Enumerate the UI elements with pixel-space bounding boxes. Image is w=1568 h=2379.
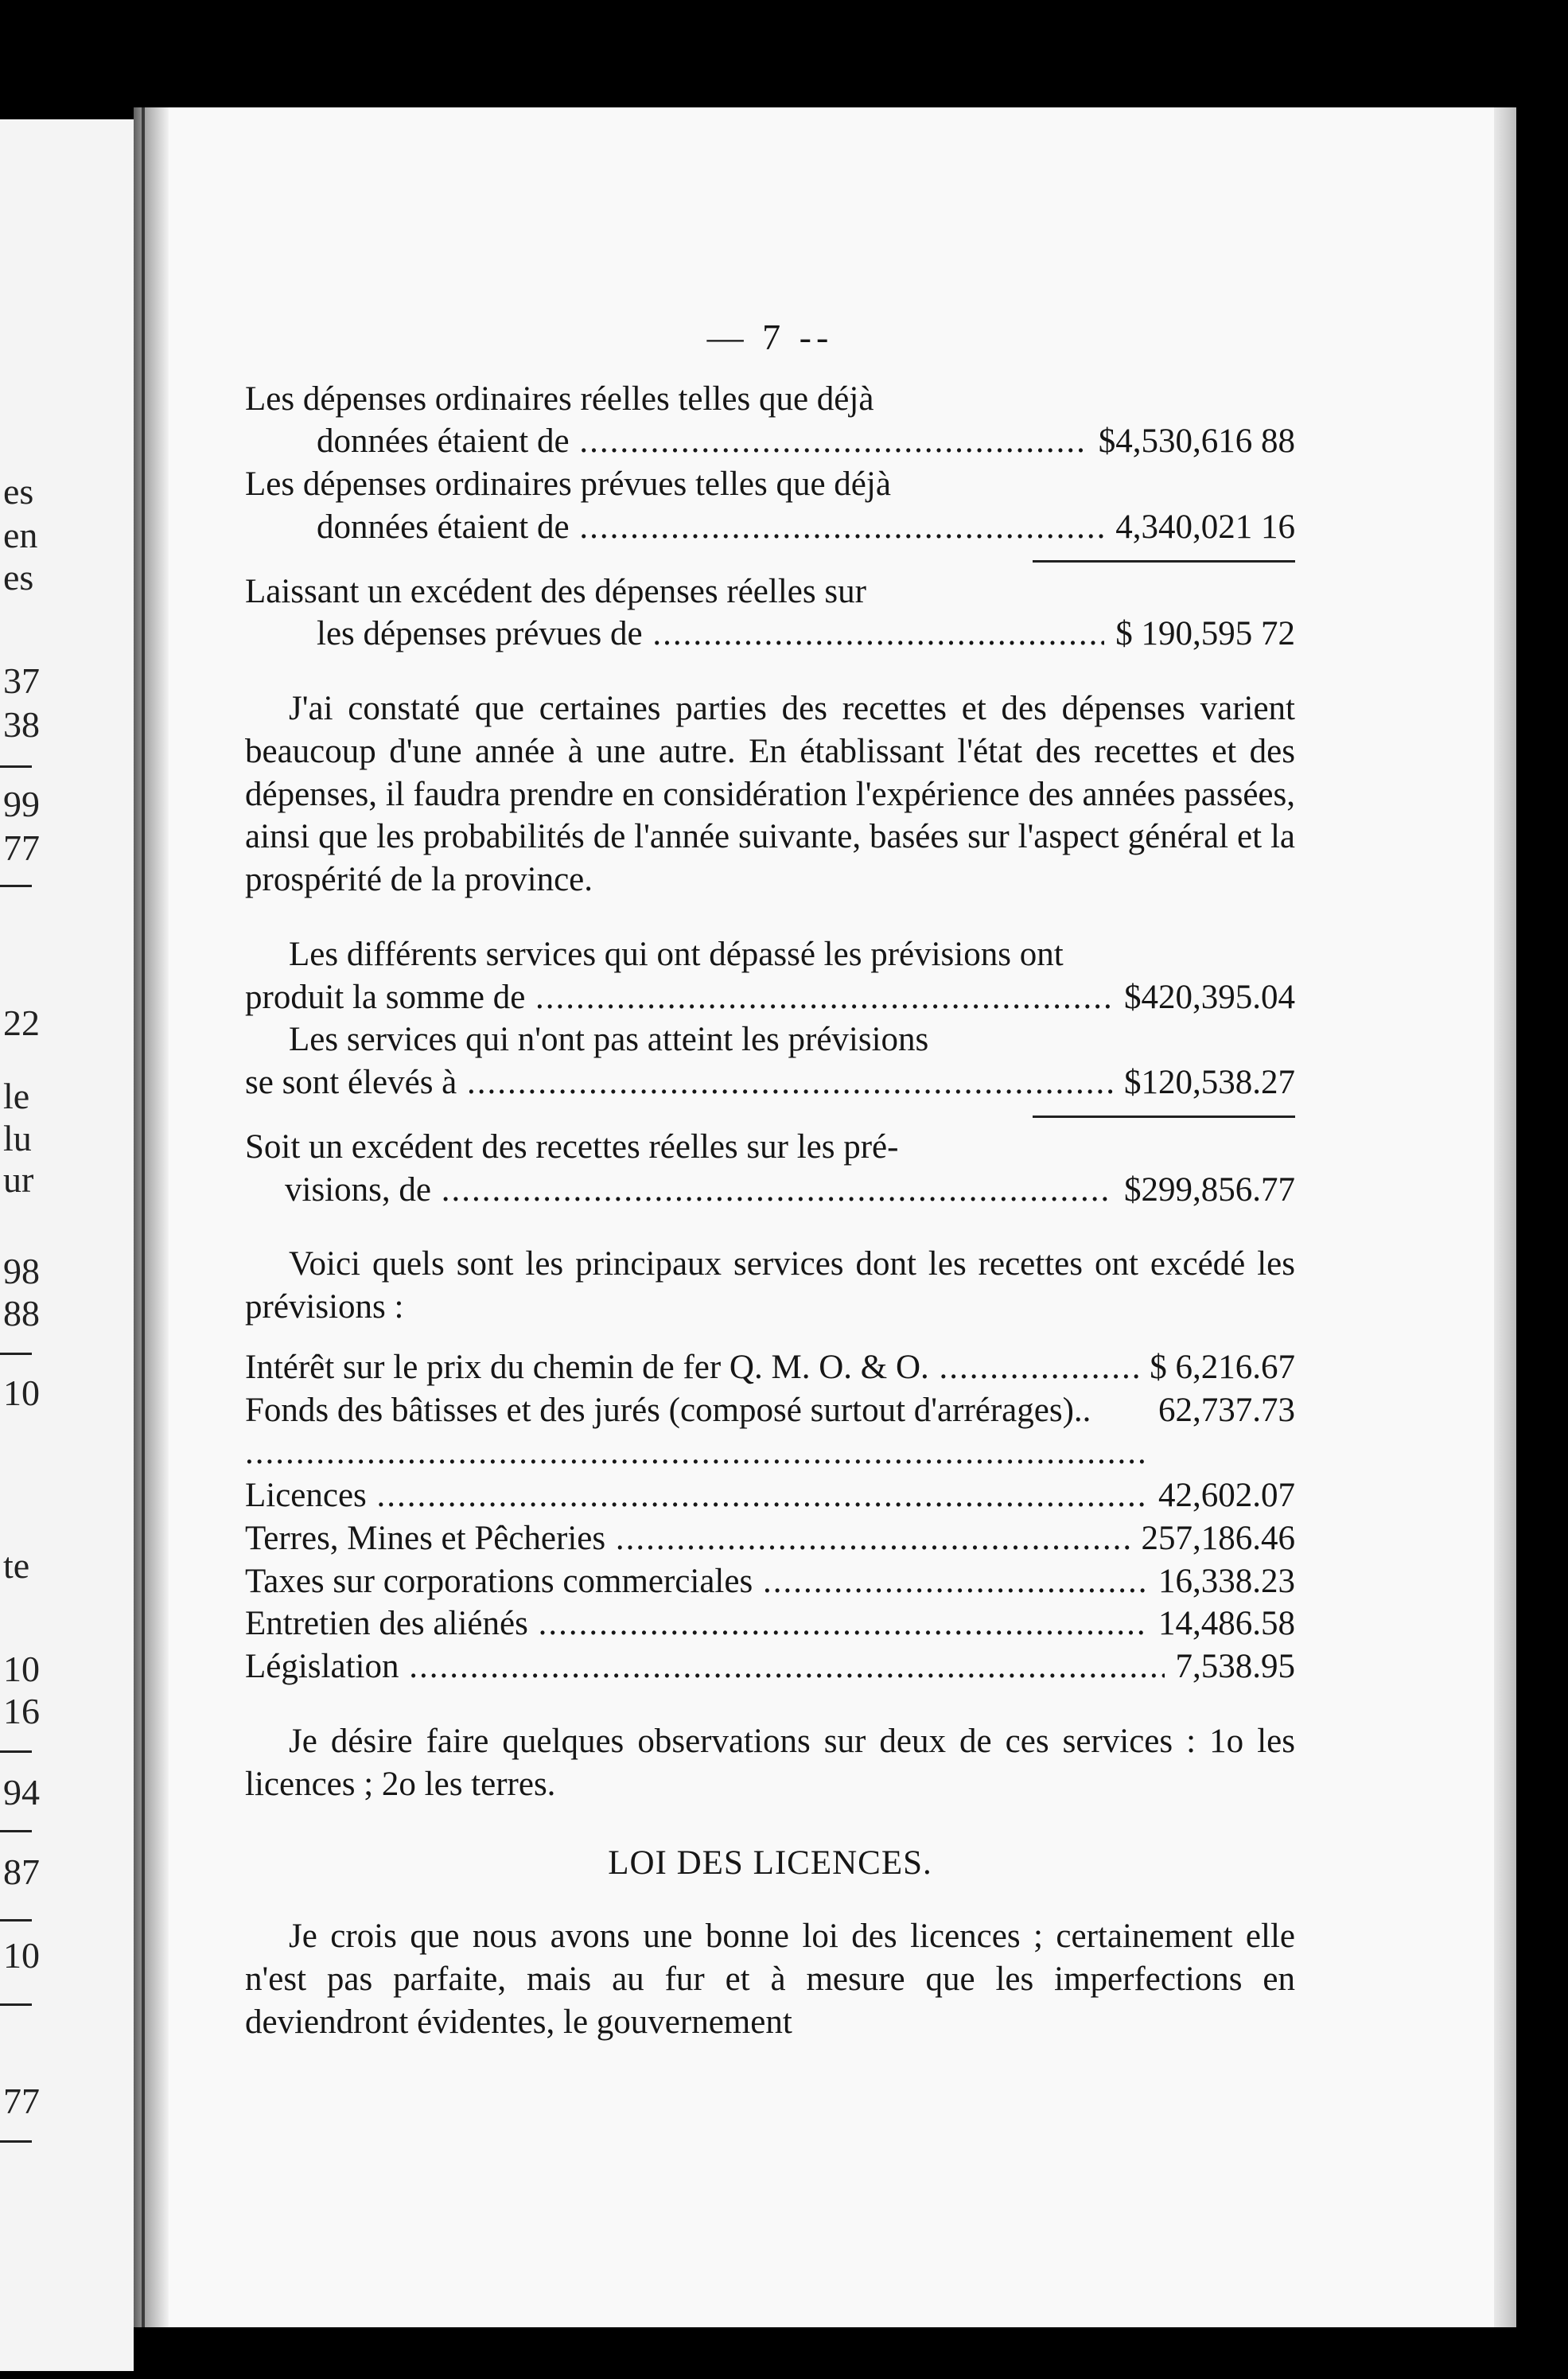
ledger-label: visions, de .....	[285, 1169, 1113, 1212]
revenue-items	[245, 1346, 1295, 1688]
paragraph-list-intro: Voici quels sont les principaux services dont les recettes ont excédé les prévisions :	[245, 1245, 1295, 1326]
page-edge	[1494, 107, 1516, 2327]
margin-rule	[0, 1750, 32, 1753]
revenue-label: Terres, Mines et Pêcheries .....	[245, 1517, 1130, 1560]
revenue-amount: 7,538.95	[1175, 1648, 1295, 1685]
margin-fragment: 10	[3, 1935, 40, 1976]
total-rule	[1033, 1116, 1295, 1118]
margin-fragment: 99	[3, 784, 40, 824]
margin-fragment: le	[3, 1076, 30, 1116]
section-heading: LOI DES LICENCES.	[608, 1844, 932, 1883]
ledger-row	[245, 420, 1295, 463]
margin-fragment: 37	[3, 660, 40, 701]
revenue-label: Fonds des bâtisses et des jurés (composé surtout d'arrérages).. .....	[245, 1389, 1147, 1475]
ledger-line-text: Soit un excédent des recettes réelles sur les pré-	[245, 1127, 899, 1166]
ledger-label: produit la somme de .....	[245, 976, 1113, 1019]
margin-rule	[0, 765, 32, 768]
ledger-amount: $420,395.04	[1124, 978, 1295, 1016]
paragraph-variations: J'ai constaté que certaines parties des recettes et des dépenses varient beaucoup d'une année à une autre. En établissant l'état des recettes et des dépenses, il faudra prendre en considération l'expérience des années passées, ainsi que les probabilités de l'année suivante, basées sur l'aspect général et la prospérité de la province.	[245, 690, 1295, 898]
previous-page-edge	[0, 119, 134, 2371]
binding-gutter	[134, 107, 169, 2327]
margin-fragment: 16	[3, 1691, 40, 1731]
revenue-amount: 257,186.46	[1141, 1519, 1295, 1557]
revenue-amount: 42,602.07	[1158, 1477, 1295, 1514]
margin-fragment: 77	[3, 827, 40, 868]
revenue-row	[245, 1602, 1295, 1645]
page-number: — 7 --	[706, 317, 834, 357]
ledger-row	[245, 1169, 1295, 1212]
revenue-label: Entretien des aliénés .....	[245, 1602, 1147, 1645]
revenue-label: Législation .....	[245, 1645, 1165, 1688]
revenue-amount: 14,486.58	[1158, 1605, 1295, 1643]
margin-fragment: 98	[3, 1251, 40, 1291]
revenue-row	[245, 1645, 1295, 1688]
ledger-line-text: Les dépenses ordinaires réelles telles que déjà	[245, 380, 874, 418]
ledger-label: données étaient de .....	[317, 420, 1087, 463]
revenue-row	[245, 1474, 1295, 1517]
margin-fragment: ur	[3, 1159, 34, 1200]
margin-fragment: 94	[3, 1772, 40, 1812]
ledger-amount: $ 190,595 72	[1115, 615, 1295, 653]
ledger-row	[245, 506, 1295, 549]
revenue-amount: 16,338.23	[1158, 1562, 1295, 1600]
ledger-line-text: Laissant un excédent des dépenses réelles sur	[245, 572, 866, 610]
ledger-amount: $120,538.27	[1124, 1064, 1295, 1101]
revenue-label: Taxes sur corporations commerciales .....	[245, 1560, 1147, 1603]
margin-fragment: 10	[3, 1372, 40, 1413]
margin-fragment: 38	[3, 704, 40, 745]
margin-rule	[0, 885, 32, 887]
total-rule	[1033, 560, 1295, 563]
revenue-row	[245, 1389, 1295, 1475]
ledger-label: se sont élevés à .....	[245, 1061, 1113, 1104]
margin-fragment: en	[3, 515, 38, 555]
margin-fragment: 10	[3, 1649, 40, 1689]
margin-rule	[0, 1919, 32, 1922]
ledger-label: données étaient de .....	[317, 506, 1104, 549]
ledger-line-text: Les services qui n'ont pas atteint les prévisions	[289, 1021, 929, 1059]
ledger-line-text: Les dépenses ordinaires prévues telles que déjà	[245, 465, 891, 503]
margin-fragment: te	[3, 1545, 30, 1586]
margin-rule	[0, 2140, 32, 2143]
revenue-label: Licences .....	[245, 1474, 1147, 1517]
document-page	[134, 107, 1516, 2327]
margin-fragment: 87	[3, 1851, 40, 1892]
page-content	[245, 314, 1295, 2043]
margin-fragment: es	[3, 471, 34, 512]
ledger-line-text: Les différents services qui ont dépassé les prévisions ont	[289, 935, 1064, 973]
margin-rule	[0, 1353, 32, 1355]
revenue-row	[245, 1560, 1295, 1603]
ledger-row	[245, 976, 1295, 1019]
revenue-label: Intérêt sur le prix du chemin de fer Q. M. O. & O. .....	[245, 1346, 1138, 1389]
paragraph-observations: Je désire faire quelques observations sur deux de ces services : 1o les licences ; 2o les terres.	[245, 1722, 1295, 1803]
revenue-amount: 62,737.73	[1158, 1391, 1295, 1429]
margin-fragment: 77	[3, 2081, 40, 2121]
ledger-amount: $299,856.77	[1124, 1170, 1295, 1209]
ledger-label: les dépenses prévues de .....	[317, 613, 1104, 656]
revenue-amount: $ 6,216.67	[1150, 1348, 1295, 1386]
margin-fragment: 88	[3, 1293, 40, 1334]
ledger-row	[245, 613, 1295, 656]
revenue-row	[245, 1346, 1295, 1389]
expense-comparison	[245, 378, 1295, 656]
margin-rule	[0, 2003, 32, 2006]
margin-fragment: es	[3, 557, 34, 598]
revenue-row	[245, 1517, 1295, 1560]
margin-rule	[0, 1830, 32, 1832]
margin-fragment: 22	[3, 1003, 40, 1043]
paragraph-licences: Je crois que nous avons une bonne loi des licences ; certainement elle n'est pas parfaite, mais au fur et à mesure que les imperfections en deviendront évidentes, le gouvernement	[245, 1918, 1295, 2041]
ledger-amount: 4,340,021 16	[1115, 508, 1295, 546]
ledger-row	[245, 1061, 1295, 1104]
ledger-amount: $4,530,616 88	[1098, 422, 1295, 461]
services-summary	[245, 933, 1295, 1212]
margin-fragment: lu	[3, 1118, 32, 1158]
